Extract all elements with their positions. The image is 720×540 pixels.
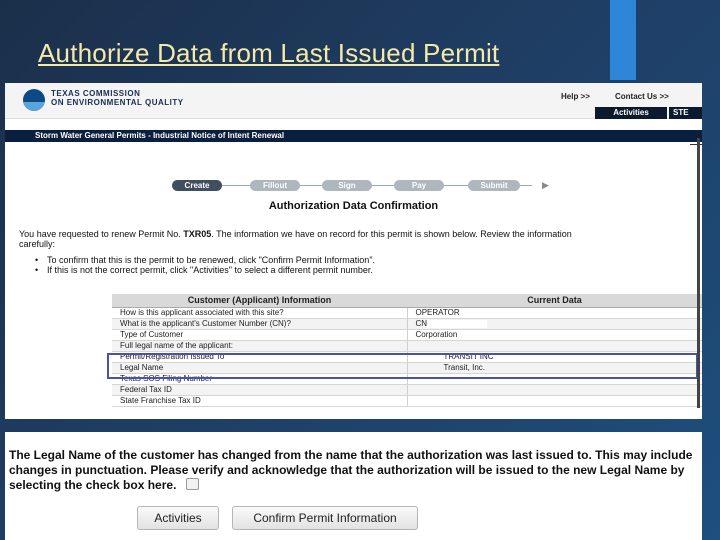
step-submit: Submit [468, 180, 520, 191]
activities-button[interactable]: Activities [137, 506, 219, 530]
row-value [407, 384, 702, 395]
intro-text-a: You have requested to renew Permit No. [19, 229, 181, 239]
legal-name-highlight [107, 353, 698, 379]
column-header-info: Customer (Applicant) Information [112, 294, 407, 307]
app-banner: Storm Water General Permits - Industrial Notice of Intent Renewal [5, 130, 702, 142]
slide-title: Authorize Data from Last Issued Permit [38, 38, 500, 68]
row-label: Type of Customer [112, 329, 407, 340]
table-row [112, 395, 702, 406]
step-fillout: Fillout [250, 180, 300, 191]
instruction-item: • To confirm that this is the permit to be renewed, click "Confirm Permit Information". [35, 255, 375, 265]
application-screenshot [5, 83, 702, 419]
intro-text [19, 229, 699, 249]
row-value: TRANSIT INC [407, 351, 702, 362]
table-row [112, 329, 702, 340]
instruction-list [35, 255, 375, 275]
row-label: Permit/Registration Issued To [112, 351, 407, 362]
accent-bar [610, 0, 636, 80]
row-label: How is this applicant associated with this site? [112, 307, 407, 318]
instruction-item: • If this is not the correct permit, click "Activities" to select a different permit number. [35, 265, 375, 275]
redaction [427, 320, 487, 328]
row-label: Texas SOS Filing Number [112, 373, 407, 384]
table-row [112, 318, 702, 329]
step-sign: Sign [322, 180, 372, 191]
permit-number: TXR05 [183, 229, 212, 239]
table-row [112, 384, 702, 395]
row-label: What is the applicant's Customer Number (CN)? [112, 318, 407, 329]
divider [690, 144, 702, 145]
progress-steps [172, 180, 552, 192]
confirmation-heading: Authorization Data Confirmation [268, 200, 439, 212]
customer-info-table [112, 294, 702, 407]
column-header-current: Current Data [407, 294, 702, 307]
notice-text: The Legal Name of the customer has changed from the name that the authorization was last issued to. This may include changes in punctuation. Please verify and acknowledge that the authorization will be issued to the new Legal Name by selecting the check box here. [9, 448, 693, 492]
table-header-row [112, 294, 702, 307]
row-label: Federal Tax ID [112, 384, 407, 395]
confirm-permit-button[interactable]: Confirm Permit Information [232, 506, 418, 530]
contact-link[interactable]: Contact Us >> [615, 92, 669, 101]
table-row [112, 340, 702, 351]
notice-text-block [9, 448, 699, 493]
agency-line-1: TEXAS COMMISSION [51, 89, 141, 98]
table-row [112, 307, 702, 318]
row-value: OPERATOR [407, 307, 702, 318]
help-link[interactable]: Help >> [561, 92, 590, 101]
row-label: Full legal name of the applicant: [112, 340, 407, 351]
intro-text-c: carefully: [19, 239, 56, 249]
row-value [407, 318, 702, 329]
row-value [407, 340, 702, 351]
row-label: State Franchise Tax ID [112, 395, 407, 406]
tab-activities[interactable]: Activities [595, 107, 667, 119]
step-arrow-icon: ▶ [542, 180, 549, 190]
acknowledge-checkbox[interactable] [186, 478, 199, 490]
intro-text-b: . The information we have on record for this permit is shown below. Review the information [211, 229, 572, 239]
row-value: Corporation [407, 329, 702, 340]
row-label: Legal Name [112, 362, 407, 373]
site-header [5, 83, 702, 119]
step-create: Create [172, 180, 222, 191]
scrollbar[interactable] [697, 138, 700, 408]
tab-partial[interactable]: STE [669, 107, 702, 119]
row-value [407, 395, 702, 406]
agency-name [51, 89, 184, 107]
agency-line-2: ON ENVIRONMENTAL QUALITY [51, 98, 184, 107]
customer-number: CN [415, 319, 428, 328]
row-value: Transit, Inc. [407, 362, 702, 373]
tceq-logo-icon [23, 89, 45, 111]
legal-name-notice [5, 432, 702, 540]
step-pay: Pay [394, 180, 444, 191]
